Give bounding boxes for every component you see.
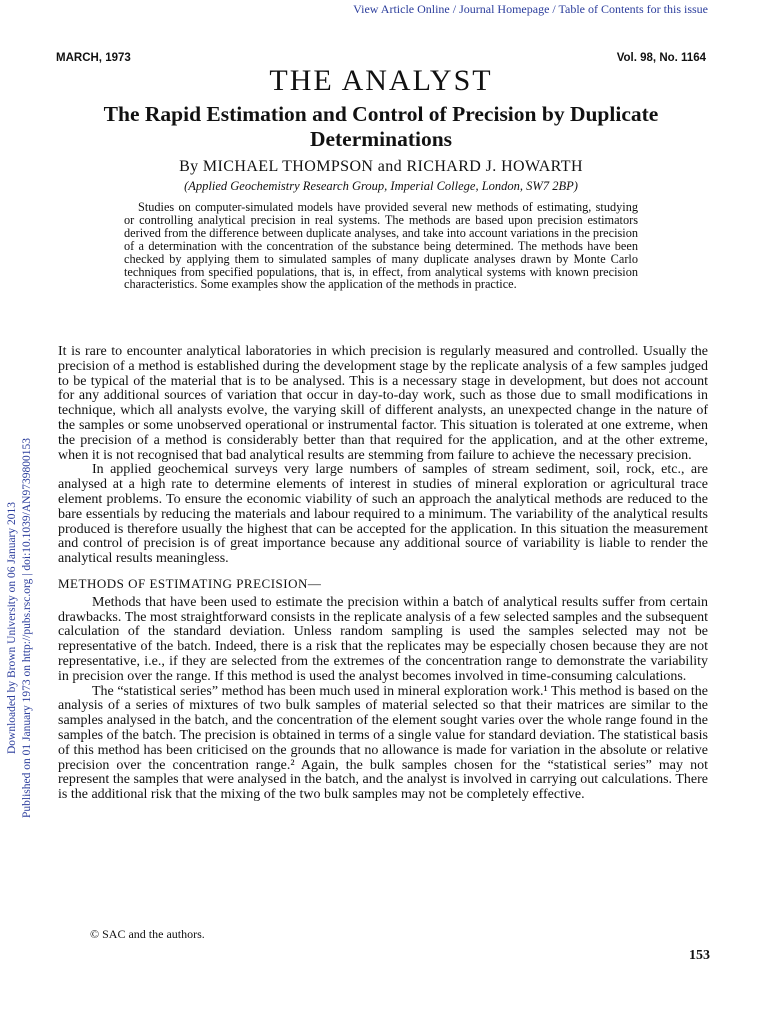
body-paragraph: Methods that have been used to estimate the precision within a batch of analytical results suffer from certain drawbacks. The most straightforward consists in the replicate analysis of a few selected samples and the subsequent calculation of the standard deviation. Unless random sampling is used the samples selected may not be representative of the batch. Indeed, there is a risk that the replicates may be especially chosen because they are not representative, i.e., if they are selected from the extremes of the concentration range to demonstrate the variability in precision over the range. If this method is used the analyst becomes involved in time-consuming calculations. xyxy=(58,594,708,684)
article-abstract: Studies on computer-simulated models have provided several new methods of estimating, studying or controlling analytical precision in real systems. The methods are based upon precision estimators derived from the difference between duplicate analyses, and take into account variations in the precision of a determination with the concentration of the substance being determined. The methods have been checked by applying them to simulated samples of many duplicate analyses drawn by Monte Carlo techniques from specified populations, that is, in effect, from analytical systems with known precision characteristics. Some examples show the application of the methods in practice. xyxy=(124,200,638,292)
published-notice[interactable]: Published on 01 January 1973 on http://pubs.rsc.org | doi:10.1039/AN9739800153 xyxy=(21,438,33,818)
article-authors: By MICHAEL THOMPSON and RICHARD J. HOWARTH xyxy=(179,158,583,175)
section-heading: METHODS OF ESTIMATING PRECISION— xyxy=(58,575,322,591)
article-body xyxy=(58,345,708,803)
author-affiliation: (Applied Geochemistry Research Group, Imperial College, London, SW7 2BP) xyxy=(184,179,578,193)
body-paragraph: The “statistical series” method has been much used in mineral exploration work.¹ This method is based on the analysis of a series of mixtures of two bulk samples of material selected so that their matrices are similar to the samples analysed in the batch, and the concentration of the element sought varies over the whole range found in the samples of the batch. The precision is obtained in terms of a single value for standard deviation. The statistical basis of this method has been criticised on the grounds that no allowance is made for variation in the absolute or relative precision over the concentration range.² Again, the bulk samples chosen for the “statistical series” may not represent the samples that were analysed in the batch, and the analyst is involved in carrying out calculations. There is the additional risk that the mixing of the two bulk samples may not be completely effective. xyxy=(58,683,708,803)
issue-volume: Vol. 98, No. 1164 xyxy=(616,52,706,64)
issue-date: MARCH, 1973 xyxy=(56,52,131,64)
copyright-notice: © SAC and the authors. xyxy=(90,927,205,941)
side-download-notice xyxy=(0,214,40,818)
side-notice-text[interactable] xyxy=(5,438,35,818)
page-number: 153 xyxy=(689,948,710,963)
view-article-links-text[interactable]: View Article Online / Journal Homepage / Table of Contents for this issue xyxy=(353,2,708,16)
journal-name: THE ANALYST xyxy=(269,64,493,97)
journal-navigation-links[interactable] xyxy=(0,0,768,16)
body-paragraph: In applied geochemical surveys very large numbers of samples of stream sediment, soil, rock, etc., are analysed at a high rate to determine elements of interest in studies of mineral exploration or agricultural trace element problems. To ensure the economic viability of such an approach the analytical methods are reduced to the bare essentials by reducing the materials and labour required to a minimum. The variability of the analytical results produced is therefore usually the highest that can be accepted for the application. In this situation the measurement and control of precision is of great importance because any additional source of variability is liable to render the analytical results meaningless. xyxy=(58,462,708,567)
article-title: The Rapid Estimation and Control of Precision by Duplicate Determinations xyxy=(103,102,659,151)
body-paragraph: It is rare to encounter analytical laboratories in which precision is regularly measured and controlled. Usually the precision of a method is established during the development stage by the replicate analysis of a few samples judged to be typical of the material that is to be analysed. This is a necessary stage in development, but does not account for any additional sources of variation that occur in day-to-day work, such as those due to small modifications in technique, which all analysts evolve, the varying skill of different analysts, an unexpected change in the nature of the samples or some unobserved operational or instrumental factor. This situation is tolerated at one extreme, when the precision of a method is considerably better than that required for the application, and at the other extreme, when it is not recognised that bad analytical results are stemming from failure to achieve the necessary precision. xyxy=(58,344,708,463)
downloaded-notice: Downloaded by Brown University on 06 January 2013 xyxy=(6,501,18,755)
